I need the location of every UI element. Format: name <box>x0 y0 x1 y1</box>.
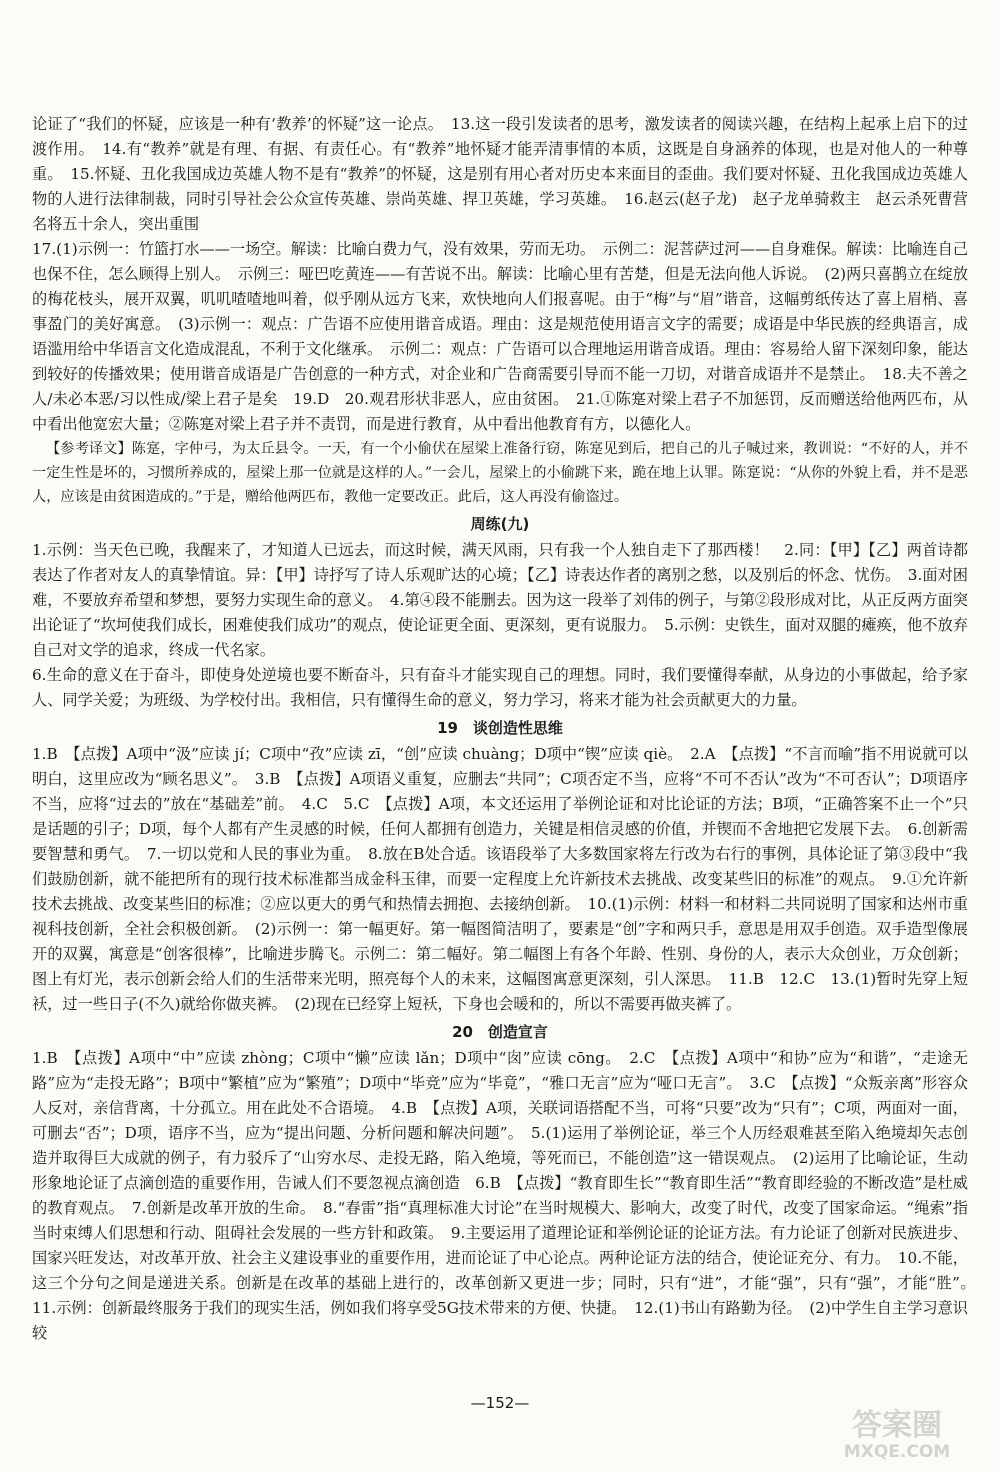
section-title-19: 19 谈创造性思维 <box>437 719 563 737</box>
answer-paragraph: 17.(1)示例一：竹篮打水——一场空。解读：比喻白费力气，没有效果，劳而无功。 示例二：泥菩萨过河——自身难保。解读：比喻连自己也保不住，怎么顾得上别人。 示例三：哑巴吃黄连——有苦说不出。解读：比喻心里有苦楚，但是无法向他人诉说。 (2)两只喜鹊立在绽放的梅花枝头，展开双翼，叽叽喳喳地叫着，似乎刚从远方飞来，欢快地向人们报喜呢。由于“梅”与“眉”谐音，这幅剪纸传达了喜上眉梢、喜事盈门的美好寓意。 (3)示例一：观点：广告语不应使用谐音成语。理由：这是规范使用语言文字的需要；成语是中华民族的经典语言，成语滥用给中华语言文化造成混乱，不利于文化继承。 示例二：观点：广告语可以合理地运用谐音成语。理由：容易给人留下深刻印象，能达到较好的传播效果；使用谐音成语是广告创意的一种方式，对企业和广告商需要引导而不能一刀切，对谐音成语并不是禁止。 18.夫不善之人/未必本恶/习以性成/梁上君子是矣 19.D 20.观君形状非恶人，应由贫困。 21.①陈寔对梁上君子不加惩罚，反而赠送给他两匹布，从中看出他宽宏大量；②陈寔对梁上君子并不责罚，而是进行教育，从中看出他教育有方，以德化人。 <box>32 240 968 433</box>
section-title-weekly: 周练(九) <box>470 515 530 533</box>
answer-paragraph: 1.B 【点拨】A项中“汲”应读 jí；C项中“孜”应读 zī，“创”应读 chuàng；D项中“锲”应读 qiè。 2.A 【点拨】“不言而喻”指不用说就可以明白，这里应改为“顾名思义”。 3.B 【点拨】A项语义重复，应删去“共同”；C项否定不当，应将“不可不否认”改为“不可否认”；D项语序不当，应将“过去的”放在“基础差”前。 4.C 5.C 【点拨】A项，本文还运用了举例论证和对比论证的方法；B项，“正确答案不止一个”只是话题的引子；D项，每个人都有产生灵感的时候，任何人都拥有创造力，关键是相信灵感的价值，并锲而不舍地把它发展下去。 6.创新需要智慧和勇气。 7.一切以党和人民的事业为重。 8.放在B处合适。该语段举了大多数国家将左行改为右行的事例，具体论证了第③段中“我们鼓励创新，就不能把所有的现行技术标准都当成金科玉律，而要一定程度上允许新技术去挑战、改变某些旧的标准”的观点。 9.①允许新技术去挑战、改变某些旧的标准；②应以更大的勇气和热情去拥抱、去接纳创新。 10.(1)示例：材料一和材料二共同说明了国家和达州市重视科技创新，全社会积极创新。 (2)示例一：第一幅更好。第一幅图简洁明了，要素是“创”字和两只手，意思是用双手创造。双手造型像展开的双翼，寓意是“创客很棒”，比喻进步腾飞。示例二：第二幅好。第二幅图上有各个年龄、性别、身份的人，表示大众创业，万众创新；图上有灯光，表示创新会给人们的生活带来光明，照亮每个人的未来，这幅图寓意更深刻，引人深思。 11.B 12.C 13.(1)暂时先穿上短袄，过一些日子(不久)就给你做夹裤。 (2)现在已经穿上短袄，下身也会暖和的，所以不需要再做夹裤了。 <box>32 745 968 1013</box>
page-number: —152— <box>470 1394 530 1412</box>
answer-paragraph: 1.示例：当天色已晚，我醒来了，才知道人已远去，而这时候，满天风雨，只有我一个人独自走下了那西楼！ 2.同：【甲】【乙】两首诗都表达了作者对友人的真挚情谊。异：【甲】诗抒写了诗人乐观旷达的心境；【乙】诗表达作者的离别之愁，以及别后的怀念、忧伤。 3.面对困难，不要放弃希望和梦想，要努力实现生命的意义。 4.第④段不能删去。因为这一段举了刘伟的例子，与第②段形成对比，从正反两方面突出论证了“坎坷使我们成长，困难使我们成功”的观点，使论证更全面、更深刻，更有说服力。 5.示例：史铁生，面对双腿的瘫痪，他不放弃自己对文学的追求，终成一代名家。 <box>32 541 968 659</box>
watermark-url: MXQE.COM <box>843 1442 951 1462</box>
answer-paragraph: 6.生命的意义在于奋斗，即使身处逆境也要不断奋斗，只有奋斗才能实现自己的理想。同时，我们要懂得奉献，从身边的小事做起，给予家人、同学关爱；为班级、为学校付出。我相信，只有懂得生命的意义，努力学习，将来才能为社会贡献更大的力量。 <box>32 666 968 709</box>
section-title-20: 20 创造宣言 <box>452 1023 548 1041</box>
answer-paragraph: 1.B 【点拨】A项中“中”应读 zhòng；C项中“懒”应读 lǎn；D项中“囱”应读 cōng。 2.C 【点拨】A项中“和协”应为“和谐”，“走途无路”应为“走投无路”；B项中“繁植”应为“繁殖”；D项中“毕竞”应为“毕竟”，“雅口无言”应为“哑口无言”。 3.C 【点拨】“众叛亲离”形容众人反对，亲信背离，十分孤立。用在此处不合语境。 4.B 【点拨】A项，关联词语搭配不当，可将“只要”改为“只有”；C项，两面对一面，可删去“否”；D项，语序不当，应为“提出问题、分析问题和解决问题”。 5.(1)运用了举例论证，举三个人历经艰难甚至陷入绝境却矢志创造并取得巨大成就的例子，有力驳斥了“山穷水尽、走投无路，陷入绝境，等死而已，不能创造”这一错误观点。 (2)运用了比喻论证，生动形象地论证了点滴创造的重要作用，告诫人们不要忽视点滴创造 6.B 【点拨】“教育即生长”“教育即生活”“教育即经验的不断改造”是杜威的教育观点。 7.创新是改革开放的生命。 8.“春雷”指“真理标准大讨论”在当时规模大、影响大，改变了时代，改变了国家命运。“绳索”指当时束缚人们思想和行动、阻碍社会发展的一些方针和政策。 9.主要运用了道理论证和举例论证的论证方法。有力论证了创新对民族进步、国家兴旺发达，对改革开放、社会主义建设事业的重要作用，进而论证了中心论点。两种论证方法的结合，使论证充分、有力。 10.不能，这三个分句之间是递进关系。创新是在改革的基础上进行的，改革创新又更进一步；同时，只有“进”，才能“强”，只有“强”，才能“胜”。 11.示例：创新最终服务于我们的现实生活，例如我们将享受5G技术带来的方便、快捷。 12.(1)书山有路勤为径。 (2)中学生自主学习意识较 <box>32 1049 984 1342</box>
answer-page <box>32 112 984 1346</box>
watermark-logo <box>812 1401 982 1463</box>
watermark-main: 答案圈 <box>852 1408 942 1443</box>
answer-paragraph: 论证了“我们的怀疑，应该是一种有‘教养’的怀疑”这一论点。 13.这一段引发读者的思考，激发读者的阅读兴趣，在结构上起承上启下的过渡作用。 14.有“教养”就是有理、有据、有责任心。有“教养”地怀疑才能弄清事情的本质，这既是自身涵养的体现，也是对他人的一种尊重。 15.怀疑、丑化我国成边英雄人物不是有“教养”的怀疑，这是别有用心者对历史本来面目的歪曲。我们要对怀疑、丑化我国成边英雄人物的人进行法律制裁，同时引导社会公众宣传英雄、崇尚英雄、捍卫英雄，学习英雄。 16.赵云(赵子龙) 赵子龙单骑救主 赵云杀死曹营名将五十余人，突出重围 <box>32 115 968 233</box>
reference-translation: 【参考译文】陈寔，字仲弓，为太丘县令。一天，有一个小偷伏在屋梁上准备行窃，陈寔见到后，把自己的儿子喊过来，教训说：“不好的人，并不一定生性是坏的，习惯所养成的，屋梁上那一位就是这样的人。”一会儿，屋梁上的小偷跳下来，跪在地上认罪。陈寔说：“从你的外貌上看，并不是恶人，应该是由贫困造成的。”于是，赠给他两匹布，教他一定要改正。此后，这人再没有偷盗过。 <box>32 441 968 505</box>
